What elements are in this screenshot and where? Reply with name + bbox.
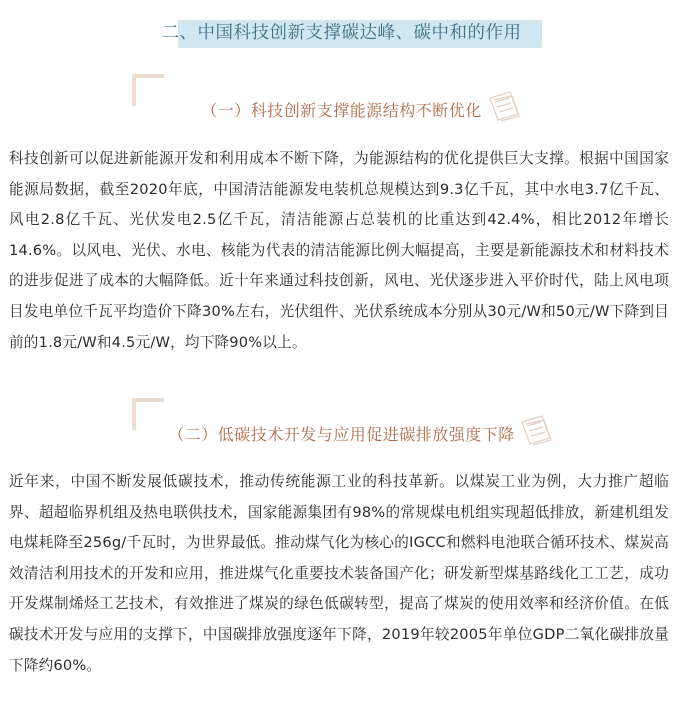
main-heading bbox=[0, 16, 683, 50]
paper-sheets-icon bbox=[516, 412, 556, 448]
section-1-paragraph: 科技创新可以促进新能源开发和利用成本不断下降，为能源结构的优化提供巨大支撑。根据中国国家能源局数据，截至2020年底，中国清洁能源发电装机总规模达到9.3亿千瓦，其中水电3.7亿千瓦、风电2.8亿千瓦、光伏发电2.5亿千瓦，清洁能源占总装机的比重达到42.4%，相比2012年增长14.6%。以风电、光伏、水电、核能为代表的清洁能源比例大幅提高，主要是新能源技术和材料技术的进步促进了成本的大幅降低。近十年来通过科技创新，风电、光伏逐步进入平价时代，陆上风电项目发电单位千瓦平均造价下降30%左右，光伏组件、光伏系统成本分别从30元/W和50元/W下降到目前的1.8元/W和4.5元/W，均下降90%以上。 bbox=[9, 150, 669, 351]
section-heading-1-text: （一）科技创新支撑能源结构不断优化 bbox=[201, 101, 482, 120]
section-heading-2 bbox=[0, 398, 683, 458]
main-heading-text: 二、中国科技创新支撑碳达峰、碳中和的作用 bbox=[161, 23, 522, 43]
paper-sheets-icon bbox=[484, 88, 524, 124]
section-heading-1 bbox=[0, 74, 683, 134]
section-heading-2-text: （二）低碳技术开发与应用促进碳排放强度下降 bbox=[168, 425, 515, 444]
section-2-paragraph: 近年来，中国不断发展低碳技术，推动传统能源工业的科技革新。以煤炭工业为例，大力推广超临界、超超临界机组及热电联供技术，国家能源集团有98%的常规煤电机组实现超低排放，新建机组发电煤耗降至256g/千瓦时，为世界最低。推动煤气化为核心的IGCC和燃料电池联合循环技术、煤炭高效清洁利用技术的开发和应用，推进煤气化重要技术装备国产化；研发新型煤基路线化工工艺，成功开发煤制烯烃工艺技术，有效推进了煤炭的绿色低碳转型，提高了煤炭的使用效率和经济价值。在低碳技术开发与应用的支撑下，中国碳排放强度逐年下降，2019年较2005年单位GDP二氧化碳排放量下降约60%。 bbox=[9, 473, 669, 674]
